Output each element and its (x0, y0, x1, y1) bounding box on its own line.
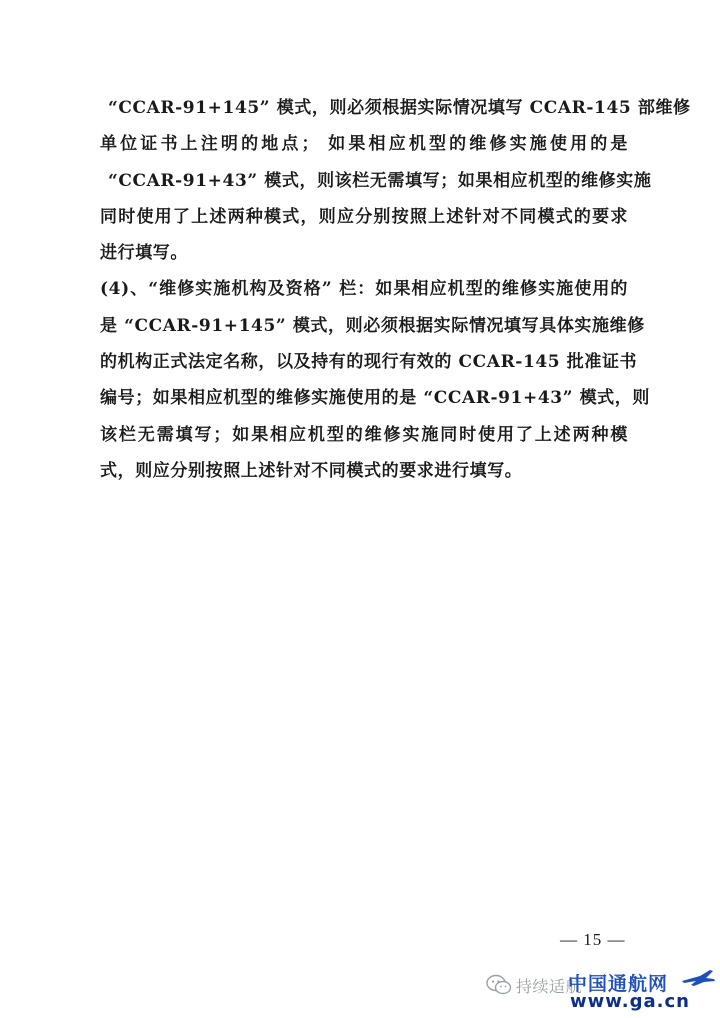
airplane-icon (680, 967, 716, 989)
text-line: 单位证书上注明的地点； 如果相应机型的维修实施使用的是 (100, 134, 628, 155)
site-logo (568, 965, 716, 1015)
logo-url: www.ga.cn (570, 991, 690, 1012)
text-line: 的机构正式法定名称，以及持有的现行有效的 CCAR-145 批准证书 (100, 352, 638, 373)
page-number: — 15 — (560, 930, 626, 949)
text-line: (4)、“维修实施机构及资格” 栏：如果相应机型的维修实施使用的 (100, 279, 628, 300)
text-line: 式，则应分别按照上述针对不同模式的要求进行填写。 (100, 460, 523, 481)
text-line: “CCAR-91+145” 模式，则必须根据实际情况填写 CCAR-145 部维修 (108, 98, 691, 118)
text-line: 编号；如果相应机型的维修实施使用的是 “CCAR-91+43” 模式，则 (100, 388, 650, 409)
text-line: “CCAR-91+43” 模式，则该栏无需填写；如果相应机型的维修实施 (108, 170, 652, 191)
text-line: 同时使用了上述两种模式，则应分别按照上述针对不同模式的要求 (100, 206, 628, 227)
wechat-icon (486, 974, 512, 996)
watermark-text: 持续适航 (516, 976, 583, 996)
document-body (100, 90, 691, 489)
logo-chinese-name: 中国通航网 (568, 973, 669, 995)
text-line: 是 “CCAR-91+145” 模式，则必须根据实际情况填写具体实施维修 (100, 315, 645, 336)
text-line: 该栏无需填写；如果相应机型的维修实施同时使用了上述两种模 (100, 424, 628, 445)
text-line: 进行填写。 (100, 243, 188, 264)
